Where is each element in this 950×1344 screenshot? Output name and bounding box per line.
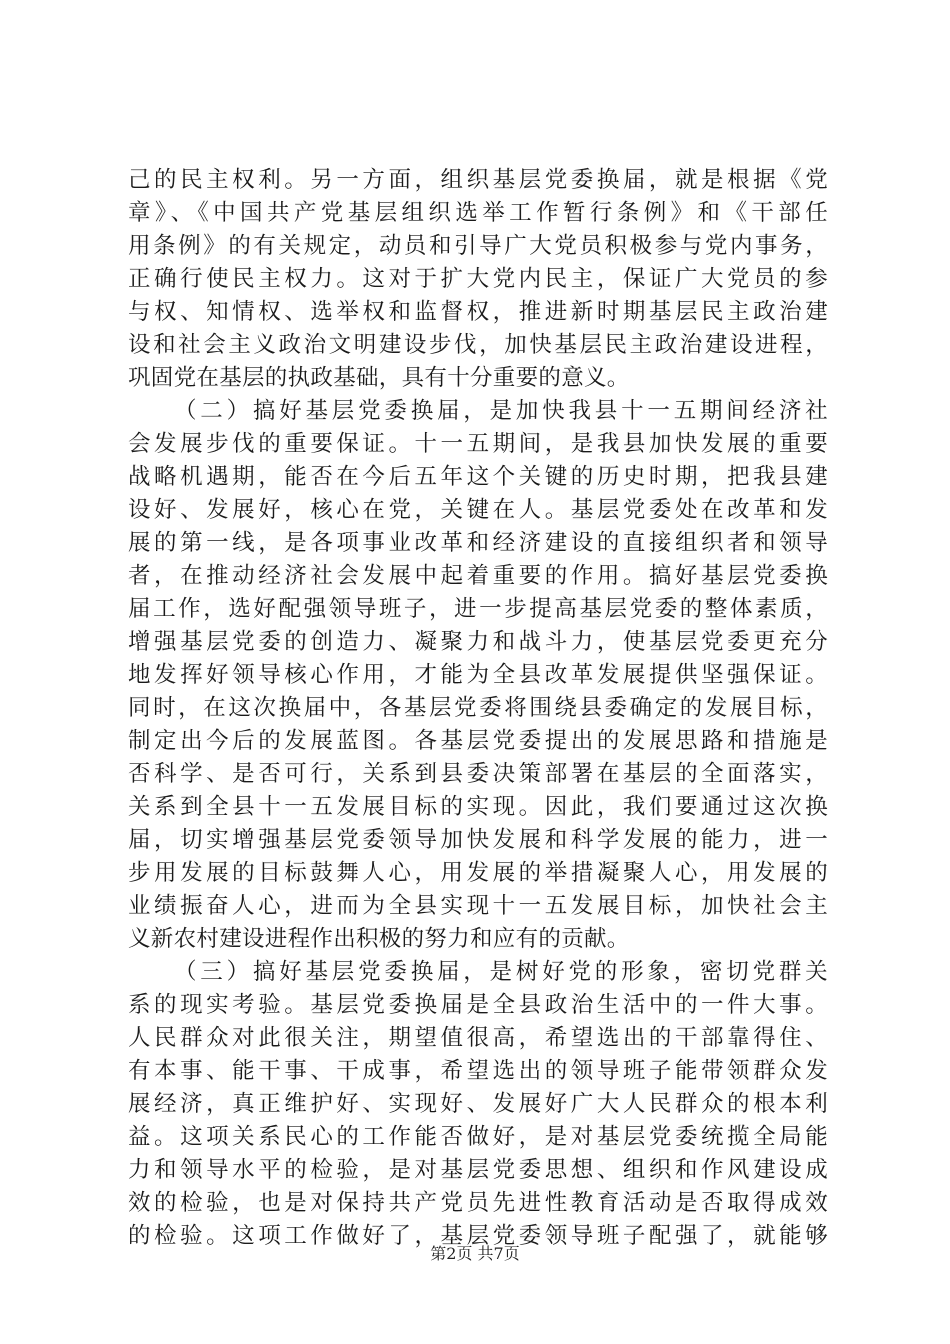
text-line: 否科学、是否可行，关系到县委决策部署在基层的全面落实， — [128, 761, 828, 787]
text-line: 用条例》的有关规定，动员和引导广大党员积极参与党内事务， — [128, 233, 828, 259]
text-line: 系的现实考验。基层党委换届是全县政治生活中的一件大事。 — [128, 992, 828, 1018]
text-line: （三）搞好基层党委换届，是树好党的形象，密切党群关 — [174, 959, 828, 985]
text-line: 者，在推动经济社会发展中起着重要的作用。搞好基层党委换 — [128, 563, 828, 589]
text-line: 益。这项关系民心的工作能否做好，是对基层党委统揽全局能 — [128, 1124, 828, 1150]
text-line: 业绩振奋人心，进而为全县实现十一五发展目标，加快社会主 — [128, 893, 828, 919]
text-line: 届，切实增强基层党委领导加快发展和科学发展的能力，进一 — [128, 827, 828, 853]
text-line: 力和领导水平的检验，是对基层党委思想、组织和作风建设成 — [128, 1157, 828, 1183]
body-text — [128, 164, 828, 1253]
text-line: 与权、知情权、选举权和监督权，推进新时期基层民主政治建 — [128, 299, 828, 325]
text-line: 正确行使民主权力。这对于扩大党内民主，保证广大党员的参 — [128, 266, 828, 292]
text-line: 制定出今后的发展蓝图。各基层党委提出的发展思路和措施是 — [128, 728, 828, 754]
text-line: 步用发展的目标鼓舞人心，用发展的举措凝聚人心，用发展的 — [128, 860, 828, 886]
text-line: 同时，在这次换届中，各基层党委将围绕县委确定的发展目标， — [128, 695, 828, 721]
text-line: 义新农村建设进程作出积极的努力和应有的贡献。 — [128, 926, 630, 952]
text-line: 章》、《中国共产党基层组织选举工作暂行条例》和《干部任 — [128, 200, 828, 226]
text-line: 地发挥好领导核心作用，才能为全县改革发展提供坚强保证。 — [128, 662, 828, 688]
text-line: 巩固党在基层的执政基础，具有十分重要的意义。 — [128, 365, 630, 391]
page-number-footer: 第2页 共7页 — [430, 1244, 520, 1263]
text-line: 关系到全县十一五发展目标的实现。因此，我们要通过这次换 — [128, 794, 828, 820]
text-line: 己的民主权利。另一方面，组织基层党委换届，就是根据《党 — [128, 167, 828, 193]
text-line: 有本事、能干事、干成事，希望选出的领导班子能带领群众发 — [128, 1058, 828, 1084]
text-line: 人民群众对此很关注，期望值很高，希望选出的干部靠得住、 — [128, 1025, 828, 1051]
text-line: 会发展步伐的重要保证。十一五期间，是我县加快发展的重要 — [128, 431, 828, 457]
text-line: 设和社会主义政治文明建设步伐，加快基层民主政治建设进程， — [128, 332, 828, 358]
text-line: （二）搞好基层党委换届，是加快我县十一五期间经济社 — [174, 398, 828, 424]
text-line: 战略机遇期，能否在今后五年这个关键的历史时期，把我县建 — [128, 464, 828, 490]
text-line: 增强基层党委的创造力、凝聚力和战斗力，使基层党委更充分 — [128, 629, 828, 655]
text-line: 展的第一线，是各项事业改革和经济建设的直接组织者和领导 — [128, 530, 828, 556]
text-line: 展经济，真正维护好、实现好、发展好广大人民群众的根本利 — [128, 1091, 828, 1117]
text-line: 设好、发展好，核心在党，关键在人。基层党委处在改革和发 — [128, 497, 828, 523]
text-line: 的检验。这项工作做好了，基层党委领导班子配强了，就能够 — [128, 1223, 828, 1249]
text-line: 效的检验，也是对保持共产党员先进性教育活动是否取得成效 — [128, 1190, 828, 1216]
text-line: 届工作，选好配强领导班子，进一步提高基层党委的整体素质， — [128, 596, 828, 622]
